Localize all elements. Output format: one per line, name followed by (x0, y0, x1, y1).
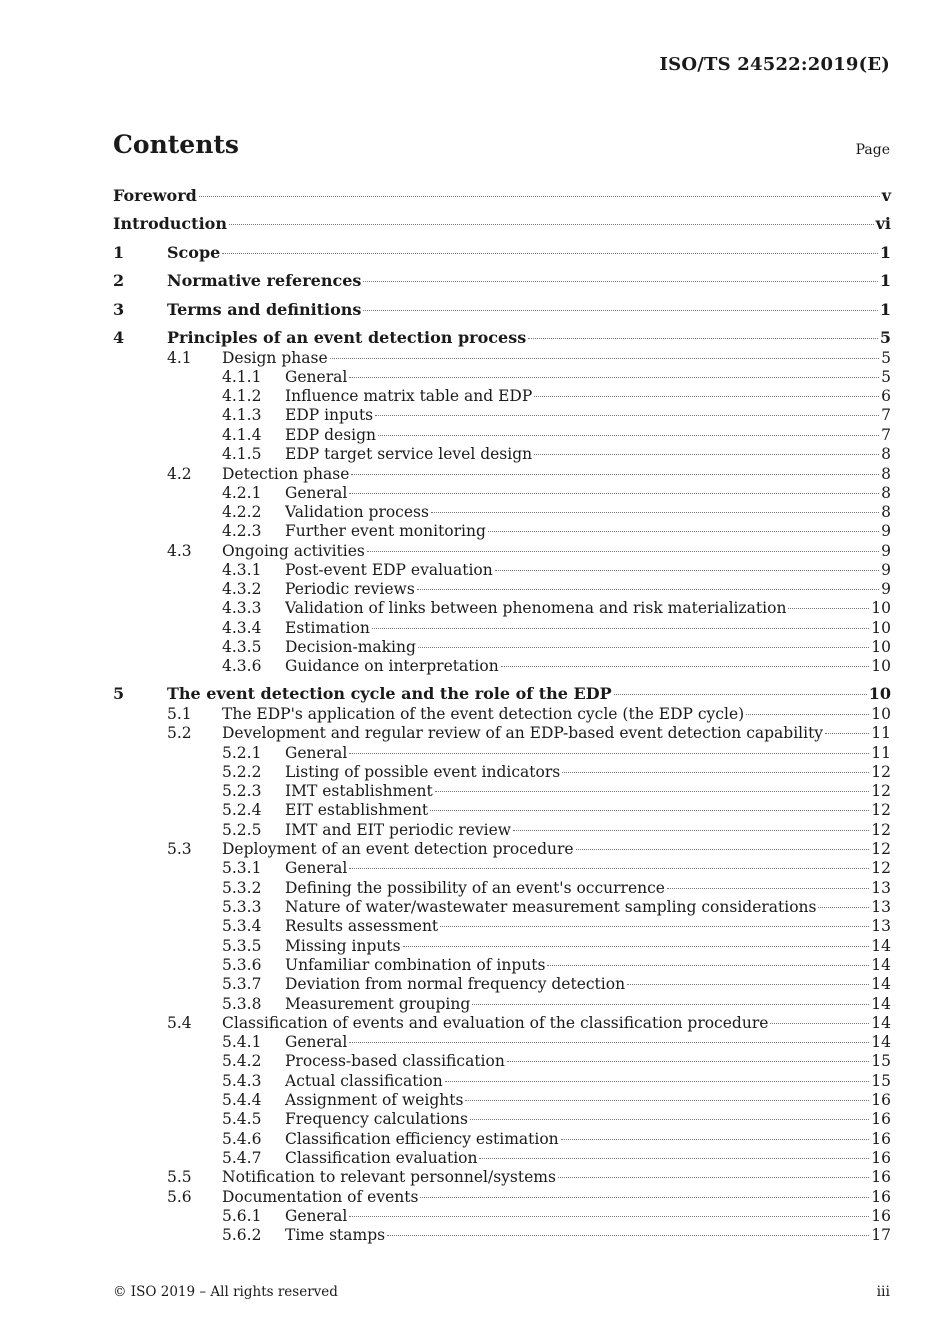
toc-entry-page: 16 (871, 1130, 891, 1148)
dot-leader (431, 512, 879, 513)
toc-entry-title: Assignment of weights (285, 1091, 464, 1109)
toc-entry-number: 5.4.6 (222, 1130, 262, 1148)
toc-entry[interactable] (113, 483, 891, 503)
toc-entry-title: Measurement grouping (285, 995, 471, 1013)
toc-entry-number: 4 (113, 328, 125, 347)
toc-entry[interactable] (113, 820, 891, 840)
toc-entry-title: EDP inputs (285, 406, 374, 424)
toc-entry[interactable] (113, 502, 891, 522)
toc-entry-title: Frequency calculations (285, 1110, 468, 1128)
toc-entry[interactable] (113, 743, 891, 763)
toc-entry-page: 11 (871, 744, 891, 762)
toc-entry-title: Missing inputs (285, 937, 401, 955)
toc-entry-page: 14 (871, 1033, 891, 1051)
toc-entry[interactable] (113, 1187, 891, 1207)
dot-leader (430, 810, 869, 811)
toc-entry-title: Design phase (222, 349, 328, 367)
toc-entry-title: General (285, 859, 348, 877)
toc-entry-title: EDP design (285, 426, 377, 444)
toc-entry-number: 4.3.2 (222, 580, 262, 598)
toc-entry[interactable] (113, 637, 891, 657)
dot-leader (403, 946, 870, 947)
toc-entry-title: Notification to relevant personnel/systems (222, 1168, 556, 1186)
toc-entry[interactable] (113, 1032, 891, 1052)
toc-entry-number: 5.4.4 (222, 1091, 262, 1109)
toc-entry[interactable] (113, 214, 891, 234)
toc-entry-number: 4.1.5 (222, 445, 262, 463)
toc-entry[interactable] (113, 579, 891, 599)
dot-leader (418, 647, 869, 648)
dot-leader (818, 907, 869, 908)
toc-entry-title: Documentation of events (222, 1188, 419, 1206)
toc-entry-number: 5.4.5 (222, 1110, 262, 1128)
toc-entry-page: 10 (871, 705, 891, 723)
toc-entry-title: Estimation (285, 619, 370, 637)
toc-entry-number: 5.4.3 (222, 1072, 262, 1090)
toc-entry[interactable] (113, 897, 891, 917)
toc-entry-number: 4.3.1 (222, 561, 262, 579)
dot-leader (351, 474, 879, 475)
toc-entry-title: The event detection cycle and the role of the EDP (167, 684, 612, 703)
toc-entry[interactable] (113, 541, 891, 561)
toc-entry-page: 15 (871, 1052, 891, 1070)
toc-entry-title: General (285, 1207, 348, 1225)
toc-entry-number: 4.3.5 (222, 638, 262, 656)
toc-entry-page: 12 (871, 859, 891, 877)
toc-entry-page: 9 (881, 542, 891, 560)
toc-entry[interactable] (113, 800, 891, 820)
toc-entry-number: 4.3.4 (222, 619, 262, 637)
toc-entry-title: IMT and EIT periodic review (285, 821, 512, 839)
toc-entry-page: 16 (871, 1168, 891, 1186)
toc-entry-number: 4.3.6 (222, 657, 262, 675)
toc-entry[interactable] (113, 994, 891, 1014)
toc-entry-page: 10 (868, 684, 891, 703)
toc-entry[interactable] (113, 656, 891, 676)
page-title: Contents (113, 130, 240, 159)
dot-leader (222, 253, 878, 254)
toc-entry-title: Classification efficiency estimation (285, 1130, 559, 1148)
toc-entry-title: Detection phase (222, 465, 350, 483)
dot-leader (576, 849, 870, 850)
dot-leader (349, 493, 879, 494)
toc-entry-number: 4.1.2 (222, 387, 262, 405)
toc-entry[interactable] (113, 878, 891, 898)
toc-entry[interactable] (113, 704, 891, 724)
dot-leader (378, 435, 879, 436)
toc-entry-number: 5.5 (167, 1168, 192, 1186)
dot-leader (488, 531, 879, 532)
toc-entry-page: 14 (871, 975, 891, 993)
dot-leader (349, 868, 869, 869)
dot-leader (445, 1081, 870, 1082)
dot-leader (465, 1100, 869, 1101)
dot-leader (513, 830, 869, 831)
toc-entry[interactable] (113, 1225, 891, 1245)
toc-entry-title: EIT establishment (285, 801, 429, 819)
toc-entry-title: Influence matrix table and EDP (285, 387, 533, 405)
dot-leader (788, 608, 869, 609)
dot-leader (562, 772, 869, 773)
toc-entry[interactable] (113, 684, 891, 704)
toc-entry[interactable] (113, 723, 891, 743)
toc-entry-page: 9 (881, 580, 891, 598)
dot-leader (349, 753, 869, 754)
toc-entry-page: 9 (881, 561, 891, 579)
toc-entry-page: 1 (879, 243, 891, 262)
toc-entry-page: 12 (871, 801, 891, 819)
toc-entry-number: 5.2.2 (222, 763, 262, 781)
toc-entry-number: 5.3.3 (222, 898, 262, 916)
toc-entry-number: 4.1.1 (222, 368, 262, 386)
toc-entry-page: v (881, 186, 891, 205)
toc-entry-number: 5.4.1 (222, 1033, 262, 1051)
toc-entry-number: 5.2.3 (222, 782, 262, 800)
toc-entry-number: 5.3.5 (222, 937, 262, 955)
toc-entry-page: 11 (871, 724, 891, 742)
dot-leader (349, 1042, 869, 1043)
toc-entry-title: Ongoing activities (222, 542, 365, 560)
toc-entry[interactable] (113, 425, 891, 445)
toc-entry[interactable] (113, 618, 891, 638)
toc-entry[interactable] (113, 1129, 891, 1149)
toc-entry[interactable] (113, 1013, 891, 1033)
toc-entry-title: Defining the possibility of an event's occurrence (285, 879, 665, 897)
toc-entry-number: 5.3 (167, 840, 192, 858)
toc-entry-title: Deviation from normal frequency detection (285, 975, 626, 993)
toc-entry[interactable] (113, 1090, 891, 1110)
toc-entry[interactable] (113, 328, 891, 348)
dot-leader (479, 1158, 869, 1159)
toc-entry-page: 5 (879, 328, 891, 347)
toc-entry-number: 5.4.2 (222, 1052, 262, 1070)
toc-entry-number: 5.2.5 (222, 821, 262, 839)
toc-entry-title: Nature of water/wastewater measurement sampling considerations (285, 898, 817, 916)
dot-leader (330, 358, 880, 359)
toc-entry-page: 14 (871, 1014, 891, 1032)
toc-entry-title: Foreword (113, 186, 197, 205)
toc-entry-title: Scope (167, 243, 221, 262)
toc-entry-title: Normative references (167, 271, 362, 290)
toc-entry-title: Process-based classification (285, 1052, 505, 1070)
toc-entry-page: 14 (871, 956, 891, 974)
dot-leader (470, 1119, 869, 1120)
toc-entry-number: 5.2.1 (222, 744, 262, 762)
toc-entry-number: 5 (113, 684, 125, 703)
toc-entry[interactable] (113, 300, 891, 320)
toc-entry[interactable] (113, 271, 891, 291)
toc-entry[interactable] (113, 955, 891, 975)
toc-entry-title: General (285, 484, 348, 502)
toc-entry-number: 4.1 (167, 349, 192, 367)
dot-leader (667, 888, 869, 889)
toc-entry-page: 12 (871, 782, 891, 800)
toc-entry-page: 12 (871, 840, 891, 858)
document-standard-number: ISO/TS 24522:2019(E) (659, 54, 890, 75)
toc-entry-number: 5.1 (167, 705, 192, 723)
toc-entry-title: Guidance on interpretation (285, 657, 499, 675)
toc-entry[interactable] (113, 839, 891, 859)
toc-entry-title: Time stamps (285, 1226, 386, 1244)
toc-entry-page: 13 (871, 898, 891, 916)
dot-leader (770, 1023, 869, 1024)
toc-entry-page: 5 (881, 349, 891, 367)
toc-entry-page: 7 (881, 426, 891, 444)
toc-entry-title: Validation of links between phenomena and risk materialization (285, 599, 787, 617)
toc-entry-number: 5.3.7 (222, 975, 262, 993)
dot-leader (528, 338, 878, 339)
toc-entry-page: 14 (871, 937, 891, 955)
toc-entry-page: 10 (871, 619, 891, 637)
toc-entry-title: Classification of events and evaluation of the classification procedure (222, 1014, 769, 1032)
toc-entry-number: 4.2.1 (222, 484, 262, 502)
toc-entry-page: 16 (871, 1149, 891, 1167)
toc-entry-page: 17 (871, 1226, 891, 1244)
toc-entry-page: 1 (879, 300, 891, 319)
toc-entry-page: 10 (871, 657, 891, 675)
toc-entry[interactable] (113, 186, 891, 206)
toc-entry-title: Introduction (113, 214, 227, 233)
toc-entry-title: IMT establishment (285, 782, 433, 800)
toc-entry[interactable] (113, 1167, 891, 1187)
copyright-notice: © ISO 2019 – All rights reserved (113, 1284, 338, 1300)
dot-leader (507, 1061, 869, 1062)
toc-entry-number: 5.3.6 (222, 956, 262, 974)
dot-leader (363, 281, 877, 282)
toc-entry-title: General (285, 744, 348, 762)
toc-entry-number: 5.2 (167, 724, 192, 742)
toc-entry-page: 8 (881, 465, 891, 483)
toc-entry-number: 2 (113, 271, 125, 290)
toc-entry-title: Results assessment (285, 917, 439, 935)
toc-entry-title: Deployment of an event detection procedure (222, 840, 574, 858)
toc-entry[interactable] (113, 386, 891, 406)
toc-entry-page: 16 (871, 1207, 891, 1225)
toc-entry-title: Decision-making (285, 638, 416, 656)
dot-leader (367, 551, 879, 552)
toc-entry-number: 5.3.1 (222, 859, 262, 877)
toc-entry[interactable] (113, 1109, 891, 1129)
toc-entry[interactable] (113, 521, 891, 541)
dot-leader (627, 984, 869, 985)
toc-entry-number: 5.3.8 (222, 995, 262, 1013)
toc-entry-number: 4.1.4 (222, 426, 262, 444)
toc-entry[interactable] (113, 974, 891, 994)
toc-entry-page: 9 (881, 522, 891, 540)
toc-entry-page: vi (875, 214, 891, 233)
dot-leader (417, 589, 879, 590)
toc-entry-title: General (285, 368, 348, 386)
dot-leader (387, 1235, 869, 1236)
dot-leader (440, 926, 869, 927)
toc-entry-number: 5.6.1 (222, 1207, 262, 1225)
toc-entry[interactable] (113, 1206, 891, 1226)
toc-entry-number: 5.4 (167, 1014, 192, 1032)
dot-leader (472, 1004, 869, 1005)
toc-entry-title: Further event monitoring (285, 522, 486, 540)
dot-leader (534, 396, 879, 397)
toc-entry[interactable] (113, 243, 891, 263)
dot-leader (547, 965, 869, 966)
dot-leader (746, 714, 869, 715)
dot-leader (363, 310, 877, 311)
toc-entry-number: 4.1.3 (222, 406, 262, 424)
toc-entry-number: 4.3 (167, 542, 192, 560)
toc-entry-page: 5 (881, 368, 891, 386)
toc-entry[interactable] (113, 858, 891, 878)
toc-entry-title: Periodic reviews (285, 580, 415, 598)
toc-entry[interactable] (113, 464, 891, 484)
toc-entry-number: 5.2.4 (222, 801, 262, 819)
toc-entry[interactable] (113, 1051, 891, 1071)
toc-entry-page: 13 (871, 917, 891, 935)
toc-entry-page: 8 (881, 445, 891, 463)
toc-entry-page: 16 (871, 1091, 891, 1109)
dot-leader (534, 454, 879, 455)
toc-entry-page: 16 (871, 1188, 891, 1206)
dot-leader (349, 377, 879, 378)
toc-entry-number: 4.2.2 (222, 503, 262, 521)
toc-entry-title: Actual classification (285, 1072, 443, 1090)
dot-leader (435, 791, 870, 792)
dot-leader (199, 196, 880, 197)
dot-leader (558, 1177, 869, 1178)
toc-entry-page: 1 (879, 271, 891, 290)
toc-entry-title: Validation process (285, 503, 429, 521)
toc-entry-title: Principles of an event detection process (167, 328, 527, 347)
toc-entry-number: 1 (113, 243, 125, 262)
toc-entry-page: 13 (871, 879, 891, 897)
toc-entry-title: Development and regular review of an EDP-based event detection capability (222, 724, 824, 742)
dot-leader (375, 415, 879, 416)
toc-entry[interactable] (113, 781, 891, 801)
toc-entry[interactable] (113, 444, 891, 464)
toc-entry-title: The EDP's application of the event detection cycle (the EDP cycle) (222, 705, 745, 723)
dot-leader (229, 224, 874, 225)
toc-entry-title: Terms and definitions (167, 300, 362, 319)
toc-entry-title: General (285, 1033, 348, 1051)
toc-entry-page: 7 (881, 406, 891, 424)
toc-entry-title: Unfamiliar combination of inputs (285, 956, 546, 974)
dot-leader (349, 1216, 869, 1217)
toc-entry-number: 3 (113, 300, 125, 319)
toc-entry[interactable] (113, 598, 891, 618)
toc-entry-page: 15 (871, 1072, 891, 1090)
toc-entry-number: 5.3.2 (222, 879, 262, 897)
dot-leader (825, 733, 869, 734)
toc-entry[interactable] (113, 762, 891, 782)
toc-entry[interactable] (113, 916, 891, 936)
toc-entry-page: 8 (881, 484, 891, 502)
toc-entry-number: 4.2 (167, 465, 192, 483)
toc-entry-number: 4.3.3 (222, 599, 262, 617)
toc-entry[interactable] (113, 1148, 891, 1168)
toc-entry-page: 10 (871, 638, 891, 656)
toc-entry-number: 5.6 (167, 1188, 192, 1206)
dot-leader (614, 694, 867, 695)
toc-entry[interactable] (113, 405, 891, 425)
toc-entry-page: 8 (881, 503, 891, 521)
toc-entry-number: 5.6.2 (222, 1226, 262, 1244)
dot-leader (561, 1139, 870, 1140)
toc-entry[interactable] (113, 936, 891, 956)
toc-entry-page: 12 (871, 763, 891, 781)
dot-leader (495, 570, 879, 571)
dot-leader (501, 666, 870, 667)
toc-entry-title: Post-event EDP evaluation (285, 561, 493, 579)
toc-entry[interactable] (113, 560, 891, 580)
toc-entry[interactable] (113, 348, 891, 368)
toc-entry-page: 6 (881, 387, 891, 405)
toc-entry[interactable] (113, 1071, 891, 1091)
page-column-label: Page (855, 142, 890, 158)
toc-entry-number: 5.4.7 (222, 1149, 262, 1167)
toc-entry-title: EDP target service level design (285, 445, 533, 463)
toc-entry-title: Classification evaluation (285, 1149, 478, 1167)
page-number: iii (876, 1284, 890, 1300)
dot-leader (372, 628, 869, 629)
toc-entry-number: 4.2.3 (222, 522, 262, 540)
dot-leader (420, 1197, 869, 1198)
toc-entry-page: 14 (871, 995, 891, 1013)
toc-entry-page: 16 (871, 1110, 891, 1128)
toc-entry-page: 12 (871, 821, 891, 839)
toc-entry-number: 5.3.4 (222, 917, 262, 935)
toc-entry[interactable] (113, 367, 891, 387)
toc-entry-page: 10 (871, 599, 891, 617)
toc-entry-title: Listing of possible event indicators (285, 763, 561, 781)
